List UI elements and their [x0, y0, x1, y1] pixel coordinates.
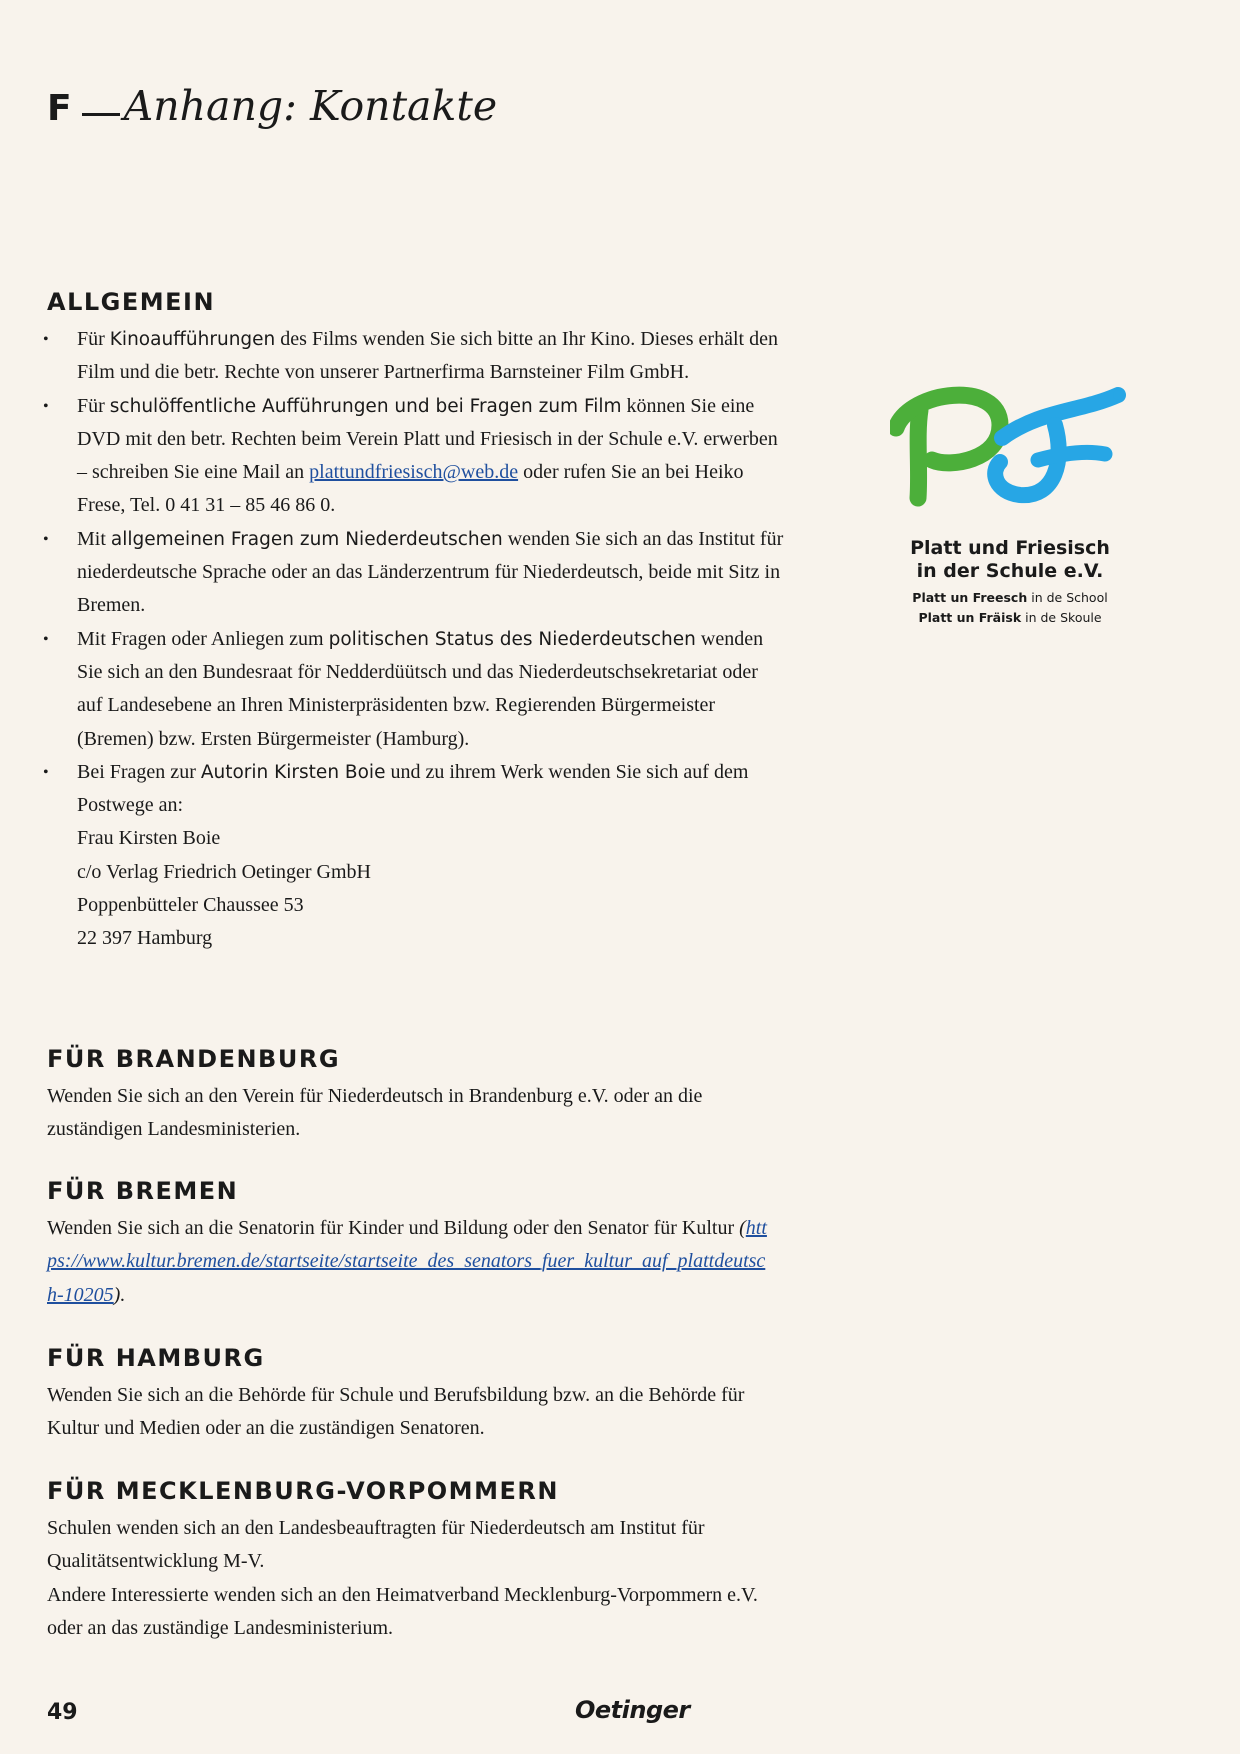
bullet-icon: • [43, 530, 49, 548]
logo-f-dot [1113, 390, 1123, 400]
heading-bremen: FÜR BREMEN [47, 1177, 239, 1205]
email-link[interactable]: plattundfriesisch@web.de [309, 461, 519, 484]
logo-line4: Platt un Fräisk in de Skoule [918, 610, 1102, 625]
brandenburg-text: Wenden Sie sich an den Verein für Niederdeutsch in Brandenburg e.V. oder an die zuständigen Landesministerien. [47, 1085, 703, 1141]
allgemein-list [43, 323, 787, 956]
bullet-icon: • [43, 763, 49, 781]
bullet-icon: • [43, 397, 49, 415]
emphasis: allgemeinen Fragen zum Niederdeutschen [110, 528, 503, 550]
address-line: Poppenbütteler Chaussee 53 [77, 894, 304, 917]
logo-line2: in der Schule e.V. [916, 560, 1104, 582]
hamburg-text: Wenden Sie sich an die Behörde für Schule und Berufsbildung bzw. an die Behörde für Kultur und Medien oder an die zuständigen Senatoren. [47, 1384, 745, 1440]
address-line: c/o Verlag Friedrich Oetinger GmbH [77, 860, 371, 883]
section-letter: F [47, 88, 72, 129]
logo-f-bar [1038, 452, 1105, 460]
section-allgemein [43, 285, 787, 956]
heading-hamburg: FÜR HAMBURG [47, 1344, 265, 1372]
address-line: Frau Kirsten Boie [77, 827, 221, 850]
list-item: • Mit Fragen oder Anliegen zum politischen Status des Niederdeutschen wenden Sie sich an den Bundesraat för Nedderdüütsch und das Niederdeutschsekretariat oder auf Landesebene an Ihren Ministerpräsidenten bzw. Regierenden Bürgermeister (Bremen) bzw. Ersten Bürgermeister (Hamburg). [47, 623, 787, 756]
section-brandenburg [47, 1042, 792, 1147]
logo-p-stem [918, 410, 920, 498]
emphasis: Autorin Kirsten Boie [200, 761, 386, 783]
bremen-url-link[interactable]: https://www.kultur.bremen.de/startseite/startseite_des_senators_fuer_kultur_auf_plattdeutsch-10205 [47, 1217, 767, 1306]
page-title [47, 80, 497, 135]
pf-logo-icon [890, 380, 1130, 530]
heading-allgemein: ALLGEMEIN [47, 288, 216, 316]
mv-text-1: Schulen wenden sich an den Landesbeauftragten für Niederdeutsch am Institut für Qualitätsentwicklung M-V. [47, 1517, 705, 1573]
emphasis: politischen Status des Niederdeutschen [328, 628, 696, 650]
section-hamburg [47, 1341, 782, 1446]
pf-logo [890, 380, 1140, 640]
logo-line1: Platt und Friesisch [910, 537, 1110, 559]
section-mecklenburg-vorpommern [47, 1474, 782, 1645]
bullet-icon: • [43, 331, 49, 348]
address-line: 22 397 Hamburg [77, 927, 213, 950]
publisher-logo: Oetinger [575, 1696, 690, 1724]
title-text: Anhang: Kontakte [123, 82, 498, 130]
heading-mv: FÜR MECKLENBURG-VORPOMMERN [47, 1477, 559, 1505]
emphasis: Kinoaufführungen [109, 329, 276, 350]
emphasis: schulöffentliche Aufführungen und bei Fragen zum Film [109, 395, 622, 417]
list-item: • Bei Fragen zur Autorin Kirsten Boie und zu ihrem Werk wenden Sie sich auf dem Postwege an: Frau Kirsten Boie c/o Verlag Friedrich Oetinger GmbH Poppenbütteler Chaussee 53 22 397 Hamburg [47, 756, 787, 956]
heading-brandenburg: FÜR BRANDENBURG [47, 1045, 341, 1073]
list-item: • Mit allgemeinen Fragen zum Niederdeutschen wenden Sie sich an das Institut für niederdeutsche Sprache oder an das Länderzentrum für Niederdeutsch, beide mit Sitz in Bremen. [47, 523, 787, 623]
logo-line3: Platt un Freesch in de School [912, 590, 1108, 605]
page-number: 49 [47, 1700, 78, 1725]
mv-text-2: Andere Interessierte wenden sich an den Heimatverband Mecklenburg-Vorpommern e.V. oder an das zuständige Landesministerium. [47, 1583, 758, 1639]
bullet-icon: • [43, 630, 49, 648]
title-separator [82, 113, 120, 116]
bremen-text: Wenden Sie sich an die Senatorin für Kinder und Bildung oder den Senator für Kultur (https://www.kultur.bremen.de/startseite/startseite_des_senators_fuer_kultur_auf_plattdeutsch-10205). [47, 1217, 767, 1306]
list-item: • Für Kinoaufführungen des Films wenden Sie sich bitte an Ihr Kino. Dieses erhält den Film und die betr. Rechte von unserer Partnerfirma Barnsteiner Film GmbH. [47, 323, 787, 390]
section-bremen [47, 1174, 767, 1312]
list-item: • Für schulöffentliche Aufführungen und bei Fragen zum Film können Sie eine DVD mit den betr. Rechten beim Verein Platt und Friesisch in der Schule e.V. erwerben – schreiben Sie eine Mail an plattundfriesisch@web.de oder rufen Sie an bei Heiko Frese, Tel. 0 41 31 – 85 46 86 0. [47, 390, 787, 523]
